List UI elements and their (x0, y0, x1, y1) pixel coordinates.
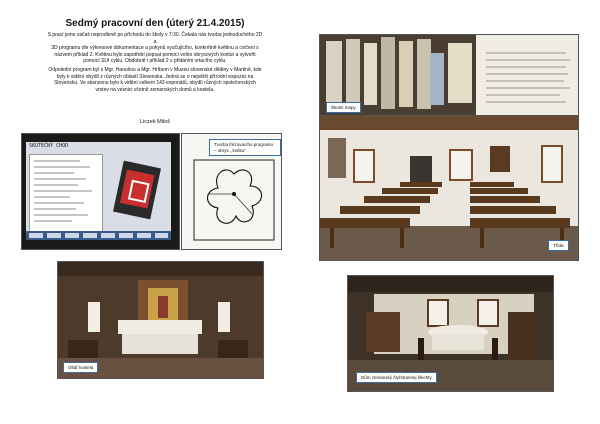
softkeys (26, 231, 171, 240)
sim-window (113, 161, 161, 220)
paragraph-line: 3D programu dle výkresové dokumentace a pokynů vyučujícího, konkrétně květinu a cvičení s (51, 45, 259, 51)
author-name: Liczek Miloš (140, 119, 170, 125)
paragraph-line: Odpolední program byl s Mgr. Hanušou a Mgr. Hríbem v Muzeu slovenské dědiny v Martině, kde (48, 67, 262, 73)
paragraph-line: pomocí SUI cyklu. Obdobně i příklad 2 s přidáním vrtacího cyklu. (83, 58, 227, 64)
photo-classroom (319, 115, 579, 261)
church-caption: Oltář kostela (63, 362, 98, 373)
photo-flower-drawing (181, 133, 282, 250)
paragraph-line: byly k vidění obydlí z různých oblastí Slovenska. Jedná se o největší přírodní expozici na (56, 73, 254, 80)
maps-caption: Školní mapy (326, 102, 361, 113)
paragraph-line: názvem příklad 2. Květinu bylo zapotřebí popsat pomocí volno obrysových kontur a vytvořit (54, 51, 256, 58)
photo-cnc-screen (21, 133, 180, 250)
paragraph-line: a (153, 38, 157, 45)
church-scene (58, 262, 263, 378)
softkey-bar (26, 231, 171, 240)
classroom-caption: Třída (548, 240, 569, 251)
paragraph-line: Slovensku. Ve skanzenu bylo k vidění celkem 143 exponátů, obydlí různých společenských (54, 80, 256, 86)
page-title: Sedmý pracovní den (úterý 21.4.2015) (65, 18, 245, 29)
photo-noble-house (347, 275, 554, 392)
photo-school-maps (319, 34, 579, 116)
cnc-display (26, 142, 171, 240)
paragraph-line: S prací jsme začali neprodleně po příchodu do školy v 7:30. Čekala nás tvorba jednoduchého 2D (47, 32, 263, 38)
program-listing (29, 154, 103, 234)
paragraph-line: vrstev na vesnici včetně zemanských domů a kostela. (95, 86, 215, 93)
program-lines (30, 155, 102, 233)
house-caption: Dům zemanský čtyřstrannej šlechty (356, 372, 437, 383)
photo-church-altar (57, 261, 264, 379)
classroom-scene (320, 116, 578, 260)
screen-heading: SKUTEČNÝ CHOD (29, 143, 69, 149)
flower-caption: Tvorba frézovacího programu – obrys ,,kvítku" (209, 139, 281, 156)
